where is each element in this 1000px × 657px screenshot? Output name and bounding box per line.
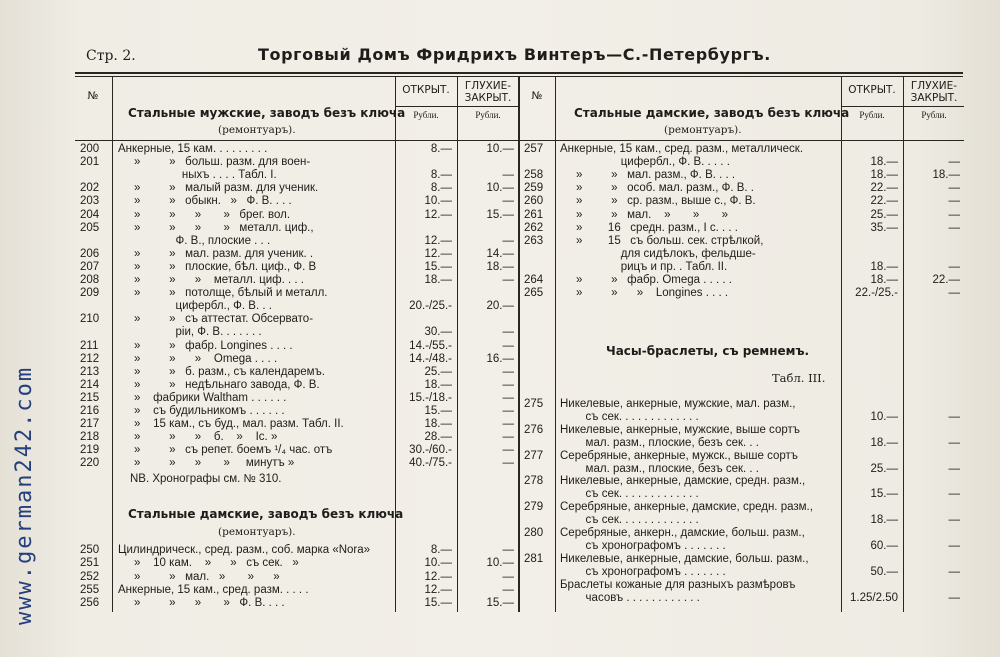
item-number: 211 bbox=[80, 339, 99, 352]
price-open: 25.— bbox=[870, 208, 898, 221]
price-closed: — bbox=[502, 365, 514, 378]
price-closed: — bbox=[502, 583, 514, 596]
price-open: 20.-/25.- bbox=[409, 300, 452, 313]
item-description: Ф. В., плоские . . . bbox=[118, 234, 271, 247]
item-number: 279 bbox=[524, 501, 544, 514]
price-closed: — bbox=[948, 436, 960, 449]
item-description: » » потолще, бѣлый и металл. bbox=[118, 287, 328, 300]
price-closed: 16.— bbox=[486, 352, 514, 365]
item-number: 218 bbox=[80, 431, 100, 444]
price-closed: 20.— bbox=[486, 300, 514, 313]
item-number: 207 bbox=[80, 260, 100, 273]
price-closed: 18.— bbox=[932, 169, 960, 182]
price-open: 8.— bbox=[430, 544, 452, 556]
item-number: 280 bbox=[524, 527, 544, 539]
price-open: 15.-/18.- bbox=[409, 391, 452, 404]
price-closed: 18.— bbox=[486, 260, 514, 273]
item-description: Никелевые, анкерные, мужские, выше сортъ bbox=[560, 423, 800, 436]
item-description: » » мал. » » » bbox=[118, 570, 280, 583]
price-closed: — bbox=[948, 260, 960, 273]
price-closed: — bbox=[502, 234, 514, 247]
top-rule bbox=[75, 72, 963, 74]
item-description: » » » » брег. вол. bbox=[118, 208, 291, 221]
item-description: » » » » Ф. В. . . . bbox=[118, 597, 285, 610]
price-closed: — bbox=[502, 274, 514, 286]
item-description: » фабрики Waltham . . . . . . bbox=[118, 391, 287, 404]
price-open: 18.— bbox=[870, 436, 898, 449]
item-description: » » мал. » » » bbox=[560, 208, 729, 221]
item-number: 258 bbox=[524, 169, 544, 182]
col-num-header-right: № bbox=[531, 90, 543, 102]
price-closed: 15.— bbox=[486, 208, 514, 221]
item-description: Анкерные, 15 кам., сред. разм. . . . . bbox=[118, 583, 309, 596]
right-section2-title: Часы-браслеты, съ ремнемъ. bbox=[606, 344, 810, 358]
col-num-header: № bbox=[87, 90, 99, 102]
item-description: » 15 кам., съ буд., мал. разм. Табл. II. bbox=[118, 418, 344, 431]
price-open: 35.— bbox=[870, 221, 898, 234]
page-number: Стр. 2. bbox=[86, 48, 136, 64]
price-open: 10.— bbox=[424, 557, 452, 570]
item-number: 255 bbox=[80, 583, 100, 596]
price-open: 14.-/55.- bbox=[409, 339, 452, 352]
item-description: » » » » металл. циф., bbox=[118, 221, 314, 234]
left-section1-title: Стальные мужские, заводъ безъ ключа bbox=[128, 106, 406, 120]
page-title: Торговый Домъ Фридрихъ Винтеръ—С.-Петербургъ. bbox=[258, 45, 771, 64]
item-description: » » фабр. Omega . . . . . bbox=[560, 274, 733, 286]
item-description: » » » б. » Ic. » bbox=[118, 431, 278, 444]
item-description: цифербл., Ф. В. . . bbox=[118, 300, 272, 313]
item-number: 213 bbox=[80, 365, 100, 378]
price-open: 50.— bbox=[870, 565, 898, 578]
item-number: 206 bbox=[80, 247, 100, 260]
price-open: 12.— bbox=[424, 234, 452, 247]
item-description: » » плоские, бѣл. циф., Ф. В bbox=[118, 260, 317, 273]
item-description: рiи, Ф. В. . . . . . . bbox=[118, 326, 262, 339]
price-open: 22.— bbox=[870, 195, 898, 208]
item-description: Никелевые, анкерные, мужские, мал. разм., bbox=[560, 398, 796, 410]
item-number: 264 bbox=[524, 274, 544, 286]
item-number: 203 bbox=[80, 195, 100, 208]
price-open: 15.— bbox=[870, 488, 898, 501]
price-closed: — bbox=[502, 457, 514, 470]
item-description: ныхъ . . . . Табл. I. bbox=[118, 169, 277, 182]
price-closed: 10.— bbox=[486, 143, 514, 155]
item-description: » » мал. разм., Ф. В. . . . bbox=[560, 169, 736, 182]
item-number: 219 bbox=[80, 444, 100, 457]
price-closed: 14.— bbox=[486, 247, 514, 260]
left-section2-subtitle: (ремонтуаръ). bbox=[218, 526, 296, 538]
item-number: 257 bbox=[524, 143, 544, 155]
item-number: 215 bbox=[80, 391, 100, 404]
item-number: 200 bbox=[80, 143, 100, 155]
item-number: 216 bbox=[80, 405, 100, 417]
item-description: мал. разм., плоские, безъ сек. . . bbox=[560, 436, 759, 449]
price-closed: — bbox=[502, 405, 514, 417]
item-number: 261 bbox=[524, 208, 544, 221]
left-section1-subtitle: (ремонтуаръ). bbox=[218, 124, 296, 136]
price-open: 30.-/60.- bbox=[409, 444, 452, 457]
left-note: NB. Хронографы см. № 310. bbox=[130, 473, 282, 485]
col-open-header-right: ОТКРЫТ. bbox=[848, 84, 896, 96]
price-closed: — bbox=[948, 514, 960, 527]
item-number: 212 bbox=[80, 352, 100, 365]
item-description: » 10 кам. » » съ сек. » bbox=[118, 557, 299, 570]
item-number: 210 bbox=[80, 313, 100, 326]
item-number: 281 bbox=[524, 552, 544, 565]
item-description: Цилиндрическ., сред. разм., соб. марка «Nora» bbox=[118, 544, 371, 556]
price-closed: — bbox=[948, 287, 960, 300]
item-description: » » фабр. Longines . . . . bbox=[118, 339, 293, 352]
price-closed: — bbox=[948, 410, 960, 423]
item-description: » » съ репет. боемъ ¹/₄ час. отъ bbox=[118, 444, 333, 457]
item-description: Анкерные, 15 кам. . . . . . . . . bbox=[118, 143, 268, 155]
col-open-unit-right: Рубли. bbox=[859, 110, 885, 120]
price-open: 60.— bbox=[870, 539, 898, 552]
price-open: 10.— bbox=[870, 410, 898, 423]
price-open: 1.25/2.50 bbox=[850, 591, 898, 604]
item-description: съ сек. . . . . . . . . . . . . bbox=[560, 410, 699, 423]
item-description: часовъ . . . . . . . . . . . . bbox=[560, 591, 700, 604]
item-description: Браслеты кожаные для разныхъ размѣровъ bbox=[560, 578, 796, 591]
item-number: 252 bbox=[80, 570, 100, 583]
item-description: Серебряные, анкерные, мужск., выше сортъ bbox=[560, 449, 798, 462]
price-closed: — bbox=[502, 339, 514, 352]
price-open: 15.— bbox=[424, 597, 452, 610]
right-section2-subtitle: Табл. III. bbox=[772, 371, 826, 385]
rule-num-right bbox=[555, 77, 556, 612]
price-closed: 10.— bbox=[486, 182, 514, 195]
item-number: 259 bbox=[524, 182, 544, 195]
item-number: 217 bbox=[80, 418, 100, 431]
item-number: 275 bbox=[524, 398, 544, 410]
item-description: » » » Longines . . . . bbox=[560, 287, 729, 300]
item-number: 202 bbox=[80, 182, 100, 195]
price-closed: — bbox=[948, 539, 960, 552]
price-closed: — bbox=[502, 326, 514, 339]
item-number: 220 bbox=[80, 457, 100, 470]
price-open: 18.— bbox=[870, 274, 898, 286]
item-description: » съ будильникомъ . . . . . . bbox=[118, 405, 285, 417]
item-description: съ хронографомъ . . . . . . . bbox=[560, 539, 726, 552]
right-section1-subtitle: (ремонтуаръ). bbox=[664, 124, 742, 136]
item-description: » » мал. разм. для ученик. . bbox=[118, 247, 314, 260]
price-open: 28.— bbox=[424, 431, 452, 444]
price-closed: — bbox=[502, 195, 514, 208]
price-open: 8.— bbox=[430, 182, 452, 195]
price-closed: 10.— bbox=[486, 557, 514, 570]
price-closed: — bbox=[948, 488, 960, 501]
item-description: » » » металл. циф. . . . bbox=[118, 274, 304, 286]
price-open: 15.— bbox=[424, 260, 452, 273]
price-open: 8.— bbox=[430, 169, 452, 182]
price-open: 22.— bbox=[870, 182, 898, 195]
item-description: съ хронографомъ . . . . . . . bbox=[560, 565, 726, 578]
item-description: » » съ аттестат. Обсервато- bbox=[118, 313, 314, 326]
item-description: съ сек. . . . . . . . . . . . . bbox=[560, 488, 699, 501]
price-closed: — bbox=[948, 208, 960, 221]
item-number: 205 bbox=[80, 221, 100, 234]
item-description: Анкерные, 15 кам., сред. разм., металлическ. bbox=[560, 143, 804, 155]
item-description: Серебряные, анкерные, дамские, средн. разм., bbox=[560, 501, 813, 514]
item-description: » » больш. разм. для воен- bbox=[118, 156, 311, 169]
item-description: » » особ. мал. разм., Ф. В. . bbox=[560, 182, 754, 195]
header-bottom-right bbox=[520, 140, 964, 141]
item-description: мал. разм., плоские, безъ сек. . . bbox=[560, 462, 759, 475]
rule-num-left bbox=[112, 77, 113, 612]
item-number: 277 bbox=[524, 449, 544, 462]
item-description: цифербл., Ф. В. . . . . bbox=[560, 156, 730, 169]
item-number: 263 bbox=[524, 234, 544, 247]
price-open: 12.— bbox=[424, 247, 452, 260]
item-number: 251 bbox=[80, 557, 100, 570]
price-closed: 22.— bbox=[932, 274, 960, 286]
price-open: 22.-/25.- bbox=[855, 287, 898, 300]
header-bottom-left bbox=[75, 140, 519, 141]
price-open: 12.— bbox=[424, 583, 452, 596]
item-description: » » » Omega . . . . bbox=[118, 352, 278, 365]
item-description: » » малый разм. для ученик. bbox=[118, 182, 319, 195]
col-open-unit: Рубли. bbox=[413, 110, 439, 120]
item-number: 209 bbox=[80, 287, 100, 300]
price-open: 18.— bbox=[870, 514, 898, 527]
price-closed: — bbox=[502, 544, 514, 556]
item-description: рицъ и пр. . Табл. II. bbox=[560, 260, 728, 273]
price-open: 18.— bbox=[424, 378, 452, 391]
item-number: 278 bbox=[524, 475, 544, 488]
price-open: 14.-/48.- bbox=[409, 352, 452, 365]
price-closed: — bbox=[948, 221, 960, 234]
price-open: 18.— bbox=[870, 260, 898, 273]
price-closed: — bbox=[502, 431, 514, 444]
price-closed: — bbox=[502, 378, 514, 391]
price-closed: — bbox=[948, 156, 960, 169]
item-number: 201 bbox=[80, 156, 100, 169]
left-section2-title: Стальные дамские, заводъ безъ ключа bbox=[128, 507, 404, 521]
item-number: 208 bbox=[80, 274, 100, 286]
item-number: 260 bbox=[524, 195, 544, 208]
price-closed: — bbox=[502, 169, 514, 182]
price-closed: — bbox=[948, 565, 960, 578]
rule-center bbox=[518, 77, 520, 612]
price-closed: 15.— bbox=[486, 597, 514, 610]
price-closed: — bbox=[502, 418, 514, 431]
price-open: 18.— bbox=[870, 156, 898, 169]
watermark: www.german242.com bbox=[12, 365, 37, 625]
price-open: 18.— bbox=[424, 274, 452, 286]
price-open: 25.— bbox=[424, 365, 452, 378]
col-closed-header: ГЛУХИЕ-ЗАКРЫТ. bbox=[464, 80, 512, 104]
price-open: 12.— bbox=[424, 570, 452, 583]
item-description: » » обыкн. » Ф. В. . . . bbox=[118, 195, 292, 208]
price-open: 18.— bbox=[870, 169, 898, 182]
item-number: 256 bbox=[80, 597, 100, 610]
price-open: 10.— bbox=[424, 195, 452, 208]
item-description: » » » » минутъ » bbox=[118, 457, 295, 470]
col-closed-unit: Рубли. bbox=[475, 110, 501, 120]
item-description: » 16 средн. разм., I с. . . . bbox=[560, 221, 738, 234]
item-description: » » ср. разм., выше с., Ф. В. bbox=[560, 195, 756, 208]
item-description: » » недѣльнаго завода, Ф. В. bbox=[118, 378, 320, 391]
item-number: 262 bbox=[524, 221, 544, 234]
item-number: 204 bbox=[80, 208, 100, 221]
item-number: 250 bbox=[80, 544, 100, 556]
price-closed: — bbox=[502, 444, 514, 457]
price-open: 8.— bbox=[430, 143, 452, 155]
price-closed: — bbox=[948, 591, 960, 604]
item-description: Никелевые, анкерные, дамские, средн. разм., bbox=[560, 475, 806, 488]
item-description: Никелевые, анкерные, дамские, больш. разм., bbox=[560, 552, 809, 565]
price-open: 12.— bbox=[424, 208, 452, 221]
item-number: 276 bbox=[524, 423, 544, 436]
col-closed-unit-right: Рубли. bbox=[921, 110, 947, 120]
price-closed: — bbox=[948, 462, 960, 475]
price-open: 15.— bbox=[424, 405, 452, 417]
col-closed-header-right: ГЛУХИЕ-ЗАКРЫТ. bbox=[910, 80, 958, 104]
price-closed: — bbox=[502, 570, 514, 583]
price-open: 18.— bbox=[424, 418, 452, 431]
price-open: 40.-/75.- bbox=[409, 457, 452, 470]
price-closed: — bbox=[502, 391, 514, 404]
price-closed: — bbox=[948, 182, 960, 195]
price-open: 25.— bbox=[870, 462, 898, 475]
item-description: » 15 съ больш. сек. стрѣлкой, bbox=[560, 234, 764, 247]
right-section1-title: Стальные дамские, заводъ безъ ключа bbox=[574, 106, 850, 120]
price-closed: — bbox=[948, 195, 960, 208]
item-description: » » б. разм., съ календаремъ. bbox=[118, 365, 325, 378]
item-description: Серебряные, анкерн., дамские, больш. разм., bbox=[560, 527, 805, 539]
price-open: 30.— bbox=[424, 326, 452, 339]
item-number: 214 bbox=[80, 378, 100, 391]
item-description: для сидѣлокъ, фельдше- bbox=[560, 247, 756, 260]
item-number: 265 bbox=[524, 287, 544, 300]
col-open-header: ОТКРЫТ. bbox=[402, 84, 450, 96]
item-description: съ сек. . . . . . . . . . . . . bbox=[560, 514, 699, 527]
